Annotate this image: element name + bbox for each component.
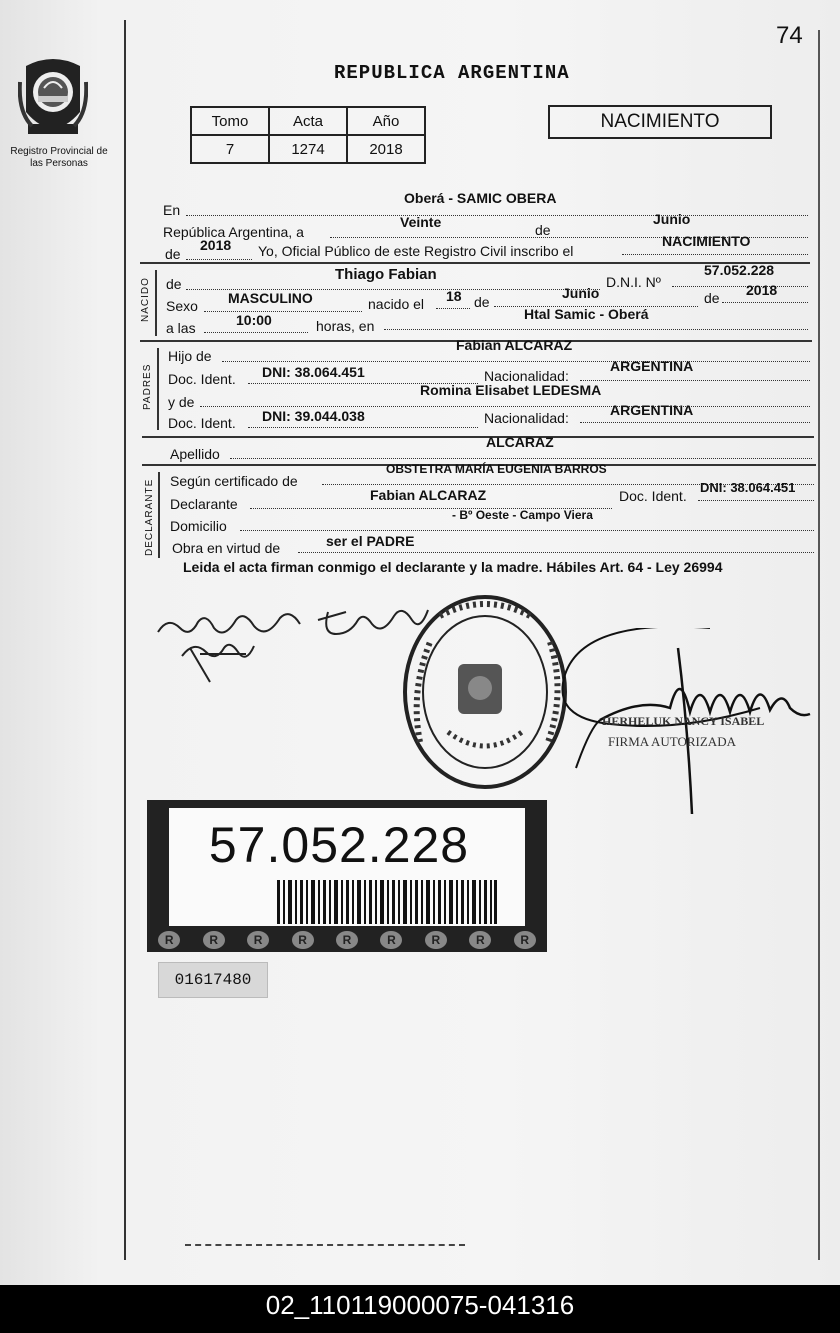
birth-time: 10:00: [236, 312, 272, 328]
registry-stamp-icon: [400, 592, 570, 792]
apellido-label: Apellido: [170, 446, 220, 462]
dotted-line: [672, 286, 808, 287]
de-label: de: [165, 246, 181, 262]
dotted-line: [248, 427, 478, 428]
pattern-r-mark: R: [425, 931, 447, 949]
doc-label: Doc. Ident.: [168, 371, 236, 387]
dotted-line: [240, 530, 814, 531]
intro-day: Veinte: [400, 214, 442, 230]
dni-sticker: [147, 800, 547, 952]
nacionalidad-label: Nacionalidad:: [484, 410, 569, 426]
dotted-line: [186, 259, 252, 260]
table-header: Año: [347, 107, 425, 135]
de-label: de: [166, 276, 182, 292]
en-label: En: [163, 202, 181, 218]
de-label: de: [704, 290, 720, 306]
domicilio-value: - Bº Oeste - Campo Viera: [452, 508, 593, 522]
intro-year: 2018: [200, 237, 232, 253]
intro-place: Oberá - SAMIC OBERA: [404, 190, 557, 206]
sticker-pattern-row: [147, 928, 547, 952]
left-margin-line: [124, 20, 126, 1260]
birth-place: Htal Samic - Oberá: [524, 306, 649, 322]
nacido-label: nacido el: [368, 296, 425, 312]
dotted-line: [698, 500, 814, 501]
tomo-acta-ano-table: [190, 106, 426, 164]
doc-label: Doc. Ident.: [168, 415, 236, 431]
dotted-line: [722, 302, 808, 303]
mother-doc: DNI: 39.044.038: [262, 408, 365, 424]
declarante-signature-icon: [150, 590, 440, 690]
dotted-line: [580, 422, 810, 423]
dotted-line: [204, 332, 308, 333]
declarante-label: Declarante: [170, 496, 238, 512]
yde-label: y de: [168, 394, 195, 410]
official-role: FIRMA AUTORIZADA: [608, 734, 736, 749]
mother-name: Romina Elisabet LEDESMA: [420, 382, 602, 398]
dotted-line: [580, 380, 810, 381]
pattern-r-mark: R: [336, 931, 358, 949]
sticker-dni-number: 57.052.228: [208, 817, 470, 873]
pattern-r-mark: R: [469, 931, 491, 949]
dotted-line: [204, 311, 362, 312]
pattern-r-mark: R: [158, 931, 180, 949]
sexo-label: Sexo: [166, 298, 198, 314]
table-cell: 2018: [347, 135, 425, 163]
dotted-line: [384, 329, 808, 330]
dotted-line: [230, 458, 812, 459]
dni-sticker-panel: [169, 808, 525, 926]
alas-label: a las: [166, 320, 196, 336]
obra-value: ser el PADRE: [326, 533, 415, 549]
control-number-label: 01617480: [158, 962, 268, 998]
official-name: HERHELUK NANCY ISABEL: [602, 714, 765, 728]
barcode-icon: [277, 880, 497, 924]
doc-label: Doc. Ident.: [619, 488, 687, 504]
table-cell: 1274: [269, 135, 347, 163]
nacido-section-label: NACIDO: [140, 277, 151, 322]
father-doc: DNI: 38.064.451: [262, 364, 365, 380]
hijo-label: Hijo de: [168, 348, 212, 364]
father-name: Fabian ALCARAZ: [456, 337, 573, 353]
child-name: Thiago Fabian: [335, 266, 437, 283]
bottom-dashed-line: [185, 1244, 465, 1246]
dotted-line: [436, 308, 470, 309]
document-title: REPUBLICA ARGENTINA: [334, 62, 570, 84]
dotted-line: [200, 406, 810, 407]
pattern-r-mark: R: [514, 931, 536, 949]
birth-year: 2018: [746, 282, 778, 298]
certificado-label: Según certificado de: [170, 473, 298, 489]
section-bracket: [158, 472, 160, 558]
page-number: 74: [776, 22, 803, 49]
birth-month: Junio: [562, 285, 600, 301]
horas-label: horas, en: [316, 318, 375, 334]
padres-section-label: PADRES: [142, 363, 153, 410]
dotted-line: [186, 215, 808, 216]
obra-label: Obra en virtud de: [172, 540, 281, 556]
section-bracket: [155, 270, 157, 336]
child-sex: MASCULINO: [228, 290, 313, 306]
table-cell: 7: [191, 135, 269, 163]
de-label: de: [535, 222, 551, 238]
dotted-line: [222, 361, 810, 362]
section-divider: [142, 436, 814, 438]
nacionalidad-label: Nacionalidad:: [484, 368, 569, 384]
birth-day: 18: [446, 288, 462, 304]
mother-nationality: ARGENTINA: [610, 402, 694, 418]
father-nationality: ARGENTINA: [610, 358, 694, 374]
declarante-section-label: DECLARANTE: [144, 478, 155, 556]
declarante-name: Fabian ALCARAZ: [370, 487, 487, 503]
closing-statement: Leida el acta firman conmigo el declarante y la madre. Hábiles Art. 64 - Ley 26994: [183, 559, 723, 575]
dni-label: D.N.I. Nº: [606, 274, 661, 290]
republica-label: República Argentina, a: [163, 224, 304, 240]
footer-code: 02_110119000075-041316: [0, 1285, 840, 1333]
pattern-r-mark: R: [203, 931, 225, 949]
record-type-box: NACIMIENTO: [548, 105, 772, 139]
intro-clause: Yo, Oficial Público de este Registro Civil inscribo el: [258, 243, 574, 259]
pattern-r-mark: R: [247, 931, 269, 949]
declarante-doc: DNI: 38.064.451: [700, 480, 796, 495]
dotted-line: [622, 254, 808, 255]
section-bracket: [157, 348, 159, 430]
table-header: Tomo: [191, 107, 269, 135]
domicilio-label: Domicilio: [170, 518, 227, 534]
intro-record: NACIMIENTO: [662, 233, 751, 249]
de-label: de: [474, 294, 490, 310]
apellido-value: ALCARAZ: [486, 434, 554, 450]
child-dni: 57.052.228: [704, 262, 775, 278]
intro-month: Junio: [653, 211, 691, 227]
registry-caption: Registro Provincial de las Personas: [10, 146, 108, 169]
dotted-line: [298, 552, 814, 553]
pattern-r-mark: R: [380, 931, 402, 949]
pattern-r-mark: R: [292, 931, 314, 949]
provincia-misiones-seal-icon: [18, 52, 88, 142]
table-header: Acta: [269, 107, 347, 135]
certificate-issuer: OBSTETRA MARÍA EUGENIA BARROS: [386, 462, 607, 476]
